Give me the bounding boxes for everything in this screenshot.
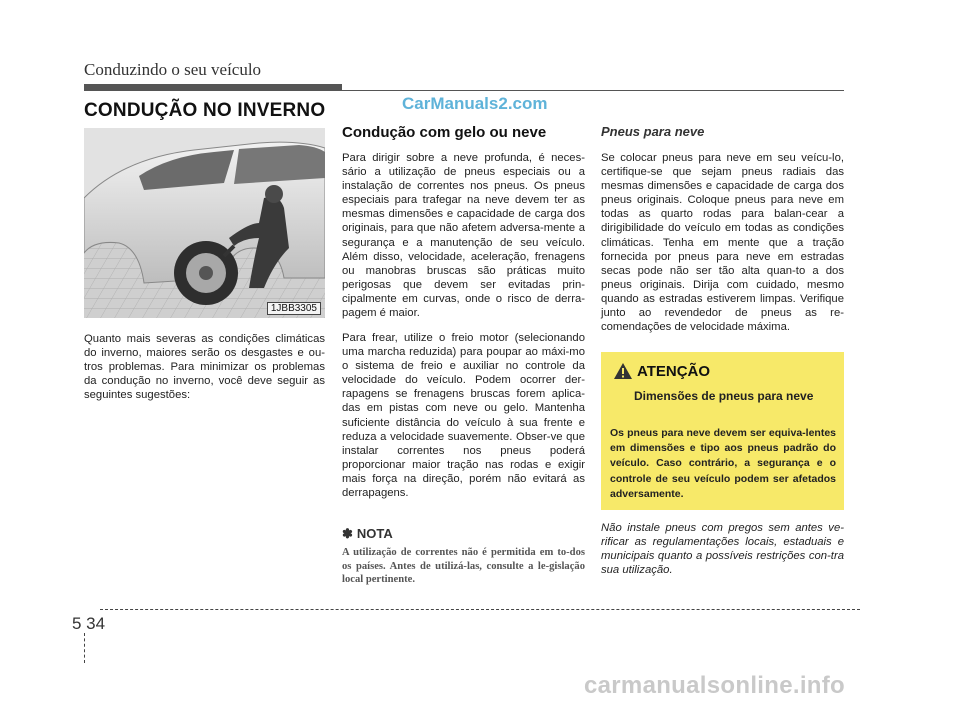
warning-box [601, 352, 844, 510]
page-number: 5 34 [72, 614, 106, 633]
heading-ice-snow: Condução com gelo ou neve [342, 124, 547, 141]
ice-snow-paragraph-2: Para frear, utilize o freio motor (selecionando uma marcha reduzida) para poupar ao máxi-mo o sistema de freio e auxiliar no controle da velocidade do veículo. Podem ocorrer der-rapagens se frenagens bruscas forem aplica-das em pistas com neve ou gelo. Mantenha suficiente distância do veículo à sua frente e reduza a velocidade suavemente. Obser-ve que instalar correntes nos pneus poderá proporcionar maior tração nas rodas e exigir mais força na direção, porém não evitará as derrapagens. [342, 332, 585, 500]
car-illustration [84, 128, 325, 318]
footer-dashed-rule [100, 609, 860, 610]
snow-tires-paragraph: Se colocar pneus para neve em seu veícu-lo, certifique-se que sejam pneus radiais das mesmas dimensões e capacidade de carga dos pneus originais. Coloque pneus para neve em todas as quarto rodas para balan-cear a dirigibilidade do veículo em todas as condições climáticas. Tenha em mente que a tração fornecida por pneus para neve em estradas secas pode não ser tão alta quan-to a dos pneus originais. Dirija com cuidado, mesmo quando as estradas estiverem limpas. Verifique junto ao revendedor de pneus as re-comendações de velocidade máxima. [601, 152, 844, 334]
nota-star-icon: ✽ [342, 526, 353, 541]
chapter-title: Conduzindo o seu veículo [84, 60, 262, 79]
footer-dashed-vertical [84, 633, 85, 663]
nota-heading [342, 526, 393, 542]
car-snow-chains-photo [84, 128, 325, 318]
warning-subtitle: Dimensões de pneus para neve [634, 389, 814, 403]
header-rule-dark [84, 84, 342, 91]
figure-code: 1JBB3305 [267, 302, 321, 315]
warning-heading [613, 362, 710, 380]
watermark-top: CarManuals2.com [402, 94, 548, 113]
nota-title: NOTA [356, 526, 393, 541]
header-rule-thin [342, 90, 844, 91]
footer-watermark: carmanualsonline.info [584, 672, 846, 699]
warning-triangle-icon [613, 362, 633, 380]
warning-title: ATENÇÃO [637, 362, 711, 380]
nota-body: A utilização de correntes não é permitida em to-dos os países. Antes de utilizá-las, consulte a le-gislação local pertinente. [342, 547, 585, 586]
warning-body: Os pneus para neve devem ser equiva-lentes em dimensões e tipo aos pneus padrão do veículo. Caso contrário, a segurança e o controle de seu veículo podem ser afetados adversamente. [610, 427, 836, 500]
section-title: CONDUÇÃO NO INVERNO [84, 100, 326, 121]
ice-snow-paragraph-1: Para dirigir sobre a neve profunda, é neces-sário a utilização de pneus especiais ou a instalação de correntes nos pneus. Os pneus especiais para trafegar na neve devem ter as mesmas dimensões e capacidade de carga dos originais, para que não afetem adversa-mente a segurança e a manutenção de seu veículo. Além disso, velocidade, aceleração, frenagens ou manobras bruscas são práticas muito perigosas que devem ser evitadas prin-cipalmente em curvas, onde o risco de derra-pagem é maior. [342, 152, 585, 320]
studded-tires-note: Não instale pneus com pregos sem antes ve-rificar as regulamentações locais, estaduais e municipais quanto a possíveis restrições con-tra sua utilização. [601, 522, 844, 577]
heading-snow-tires: Pneus para neve [601, 124, 705, 139]
intro-paragraph: Quanto mais severas as condições climáticas do inverno, maiores serão os desgastes e ou-tros problemas. Para minimizar os problemas da condução no inverno, você deve seguir as seguintes sugestões: [84, 333, 325, 402]
